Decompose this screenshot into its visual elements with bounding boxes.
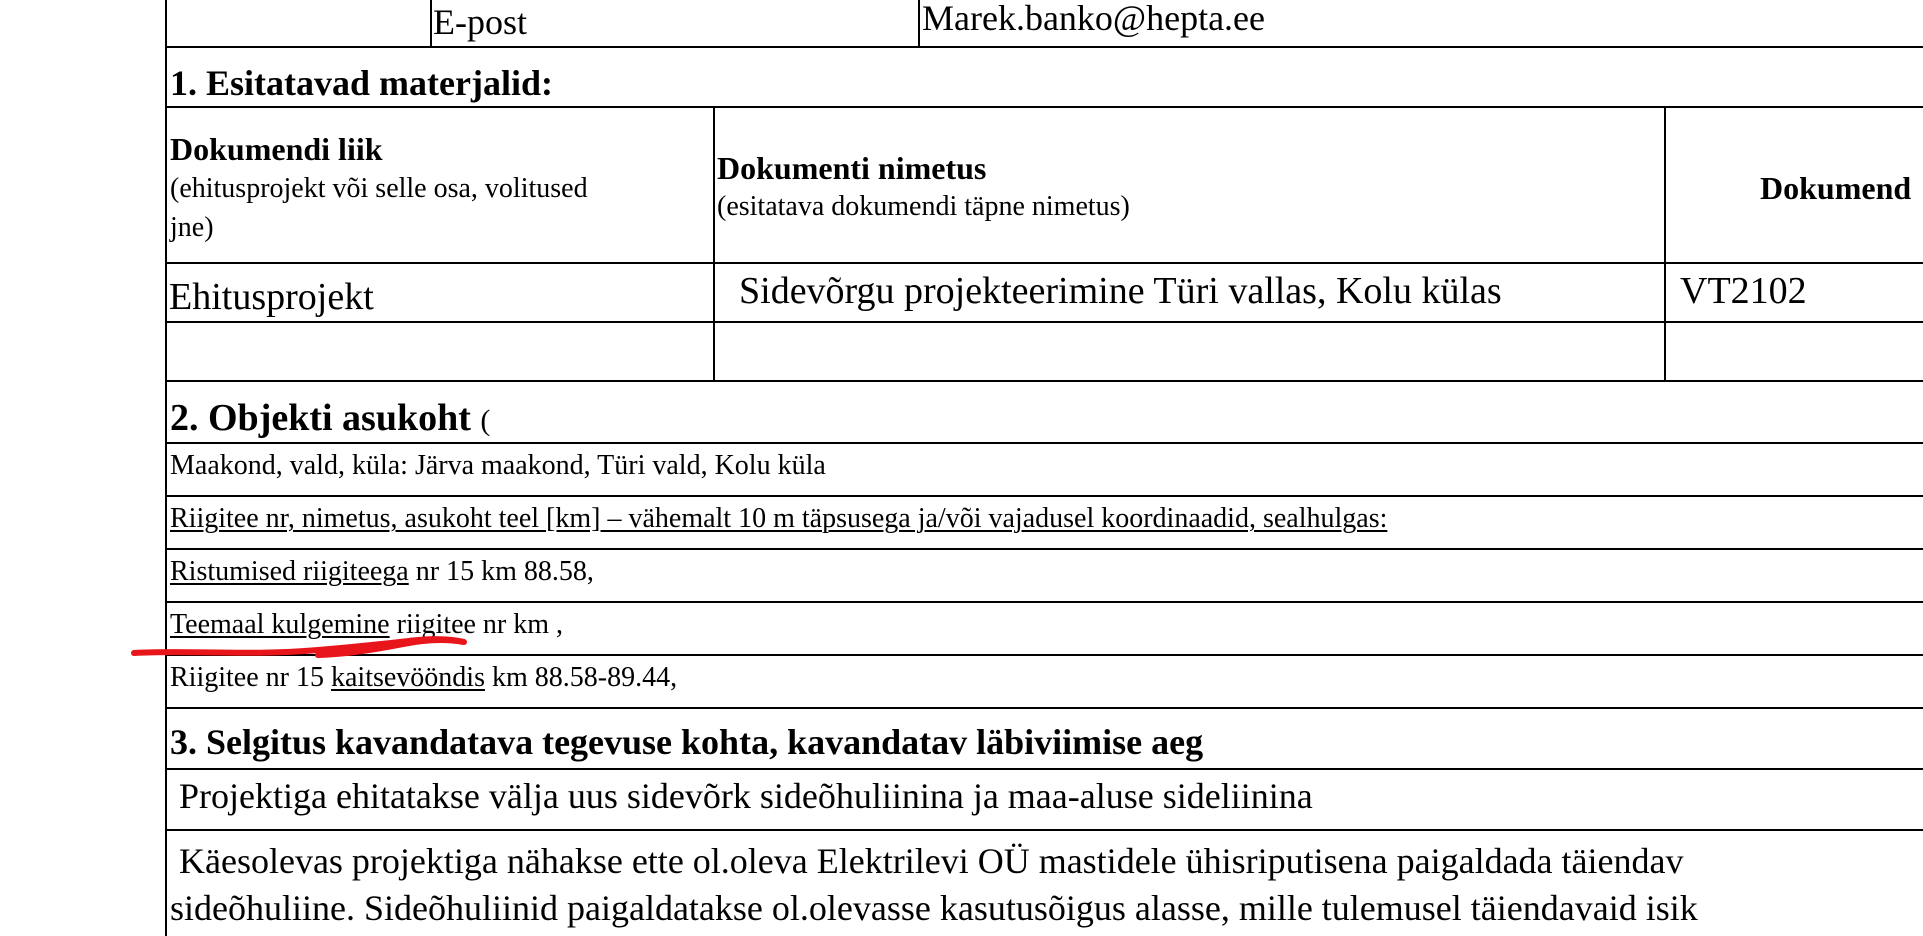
row-divider xyxy=(165,321,1923,323)
row-divider xyxy=(165,262,1923,264)
email-label: E-post xyxy=(433,2,527,42)
section-1-title: 1. Esitatavad materjalid: xyxy=(170,63,553,103)
email-value-left-border xyxy=(918,0,920,47)
section-3-paragraph-1: Projektiga ehitatakse välja uus sidevõrk sideõhuliinina ja maa-aluse sideliinina xyxy=(170,776,1313,816)
section-3-paragraph-2-line-1: Käesolevas projektiga nähakse ette ol.oleva Elektrilevi OÜ mastidele ühisriputisena paigaldada täiendav xyxy=(170,841,1684,881)
doc-number-cell: VT2102 xyxy=(1680,270,1807,312)
protection-zone-value: km 88.58-89.44, xyxy=(484,662,678,693)
col-divider xyxy=(1664,106,1666,381)
row-divider xyxy=(165,829,1923,831)
doc-type-note: (ehitusprojekt või selle osa, volitused xyxy=(170,173,588,204)
protection-zone-label: kaitsevööndis xyxy=(330,662,485,693)
section-3-title: 3. Selgitus kavandatava tegevuse kohta, kavandatav läbiviimise aeg xyxy=(170,722,1204,762)
intersection-value: nr 15 km 88.58, xyxy=(408,556,594,587)
row-divider xyxy=(165,106,1923,108)
row-divider xyxy=(165,768,1923,770)
protection-zone-line xyxy=(170,662,677,694)
protection-zone-prefix: Riigitee nr 15 xyxy=(170,662,331,693)
intersection-line xyxy=(170,556,594,588)
table-left-border xyxy=(165,0,167,936)
email-label-left-border xyxy=(430,0,432,47)
row-divider xyxy=(165,46,1923,48)
section-2-title xyxy=(170,397,490,441)
intersection-label: Ristumised riigiteega xyxy=(170,556,409,587)
doc-name-note: (esitatava dokumendi täpne nimetus) xyxy=(717,191,1130,222)
row-divider xyxy=(165,707,1923,709)
doc-type-header: Dokumendi liik xyxy=(170,131,383,167)
row-divider xyxy=(165,442,1923,444)
section-2-title-text: 2. Objekti asukoht xyxy=(170,397,471,439)
email-value: Marek.banko@hepta.ee xyxy=(922,0,1266,38)
doc-name-header: Dokumenti nimetus xyxy=(717,150,987,186)
road-info-line: Riigitee nr, nimetus, asukoht teel [km] – vähemalt 10 m täpsusega ja/või vajadusel koordinaadid, sealhulgas: xyxy=(170,503,1388,534)
row-divider xyxy=(165,548,1923,550)
doc-number-header: Dokumend xyxy=(1760,170,1912,206)
doc-type-note-cont: jne) xyxy=(170,212,214,243)
section-3-paragraph-2-line-2: sideõhuliine. Sideõhuliinid paigaldatakse ol.olevasse kasutusõigus alasse, mille tulemusel täiendavaid isik xyxy=(170,888,1698,928)
road-area-value: riigitee nr km , xyxy=(389,609,564,640)
doc-type-cell: Ehitusprojekt xyxy=(169,276,374,318)
doc-name-cell: Sidevõrgu projekteerimine Türi vallas, Kolu külas xyxy=(739,270,1502,312)
red-pen-underline-icon xyxy=(128,622,478,662)
road-area-label: Teemaal kulgemine xyxy=(170,609,390,640)
section-2-title-suffix: ( xyxy=(480,404,491,437)
location-county-line: Maakond, vald, küla: Järva maakond, Türi vald, Kolu küla xyxy=(170,450,826,481)
col-divider xyxy=(713,106,715,381)
row-divider xyxy=(165,495,1923,497)
row-divider xyxy=(165,380,1923,382)
row-divider xyxy=(165,601,1923,603)
